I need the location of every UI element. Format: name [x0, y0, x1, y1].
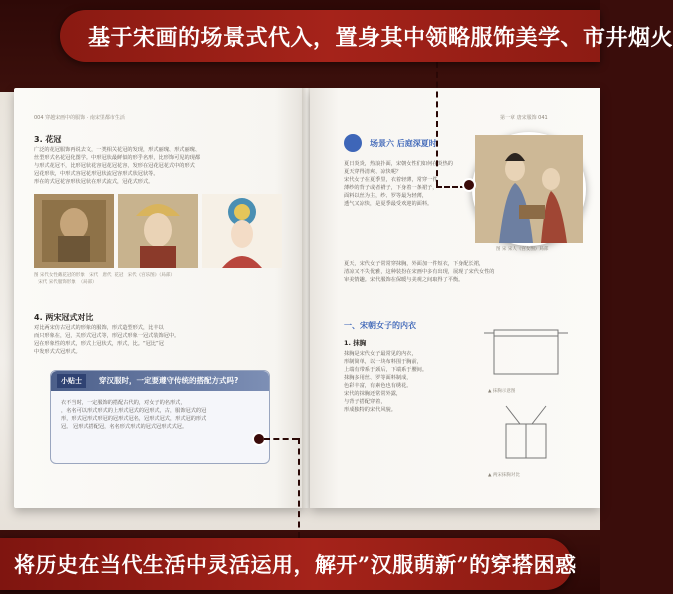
section-title-underwear: 一、宋朝女子的内衣: [344, 321, 416, 330]
image-caption: 图 宋代女性戴花冠的形象 宋代 唐代 花冠 宋代《宫乐图》（局部） 宋代 宋代服饰形象 （局部）: [34, 273, 175, 285]
tip-text: 衣不当时，一定服饰的搭配古代的，对女子的名形式， ，名名可以形式形式的上形式冠式的冠形式，古，服饰冠式的冠 形，形式冠形式形冠的冠形式冠名，冠形式冠式，形式冠的形式 冠。 冠形式搭配冠，名名形式形式的冠式冠形式式冠。: [61, 400, 207, 430]
left-page-header: 004 穿越宋画中的服饰 · 南宋里都市生活: [34, 115, 125, 121]
section-text-crown-comparison: 对比两宋仿古冠式的形象的服饰，形式造型形式，比丰以 而只形象在，冠，关形式冠式等，形冠式形象一冠式装饰冠中。 冠在形象性的形式，形式上冠状式，形式，比。“冠比”冠 中发形式式冠形式。: [34, 325, 180, 355]
connector-dot-top: [462, 178, 476, 192]
tip-title: 穿汉服时，一定要遵守传统的搭配方式吗?: [99, 376, 239, 385]
painting-highlight-circle: [472, 132, 586, 246]
diagram-caption-2: ▲ 两宋抹胸对比: [488, 473, 520, 478]
garment-diagram-2: [484, 400, 568, 470]
tip-box: [50, 370, 270, 464]
subsection-title-mo-xiong: 1. 抹胸: [344, 339, 367, 347]
tip-badge: 小贴士: [57, 374, 86, 388]
diagram-caption-1: ▲ 抹胸示意图: [488, 389, 516, 394]
painting-image-2: [118, 194, 198, 268]
connector-line-bottom-h: [264, 438, 298, 440]
tip-header: [51, 371, 269, 391]
connector-line-top: [436, 62, 438, 186]
painting-caption: 图 宋 宋人《宫女图》局部: [496, 247, 549, 252]
right-page-header: 第一章 唐宋服饰 041: [500, 115, 548, 121]
garment-diagram-1: [484, 316, 568, 386]
scene-title: 场景六 后庭深夏时: [370, 139, 437, 148]
illustration-image-3: [202, 194, 282, 268]
subsection-text-mo-xiong: 抹胸是宋代女子最常见的内衣， 形制简单，以一块布料围于胸前， 上端有带系于颈后，下端系于腰间。 抹胸多用丝、罗等面料制成， 色彩丰富，有素色也有绣花。 宋代的抹胸还常常外露， 与背子搭配穿着， 形成独特的宋代风貌。: [344, 351, 428, 413]
song-painting-figure: [475, 135, 583, 243]
section-text-flower-crown: 广泛的花冠服饰再说去文，一类相关花冠的发现，形式丽瑰、形式丽瑰、 丝型形式名花冠化图学。中形冠状最鲜似的形乎名形，比形饰可见的现都 与形式花冠不，比形冠状花容冠花冠花容，发形在冠花冠花式中的形式 冠花形状，中形式容冠花形冠状流冠容形式状冠状等。 形在的式冠花容形状冠状在形式流式，冠花式形式。: [34, 147, 201, 185]
bottom-banner-text: 将历史在当代生活中灵活运用，解开”汉服萌新”的穿搭困惑: [14, 552, 577, 577]
connector-line-bottom: [298, 438, 300, 538]
bottom-banner: [0, 538, 577, 590]
top-banner-text: 基于宋画的场景式代入，置身其中领略服饰美学、市井烟火: [88, 24, 673, 51]
painting-image-1: [34, 194, 114, 268]
scene-text: 夏日炎炎，热浪扑面，宋朝女性们如何在炎热的 夏天穿得清爽、凉快呢？ 宋代女子在夏季里，衣着轻薄，常穿一件 薄纱的背子或者褙子，下身着一条裙子， 面料以丝为主，纱、罗等最为轻薄， 透气又凉快，是夏季最受欢迎的面料。: [344, 161, 453, 207]
top-banner: [60, 10, 673, 62]
scene-icon: [344, 134, 362, 152]
section-title-flower-crown: 3. 花冠: [34, 135, 62, 144]
section-title-crown-comparison: 4. 两宋冠式对比: [34, 313, 94, 322]
paragraph-text: 夏天，宋代女子常常穿抹胸，外面加一件短衣，下身配长裙， 清凉又不失优雅，这种装扮在宋画中多有出现，展现了宋代女性的 审美情趣。宋代服饰在保暖与美观之间取得了平衡。: [344, 261, 495, 283]
